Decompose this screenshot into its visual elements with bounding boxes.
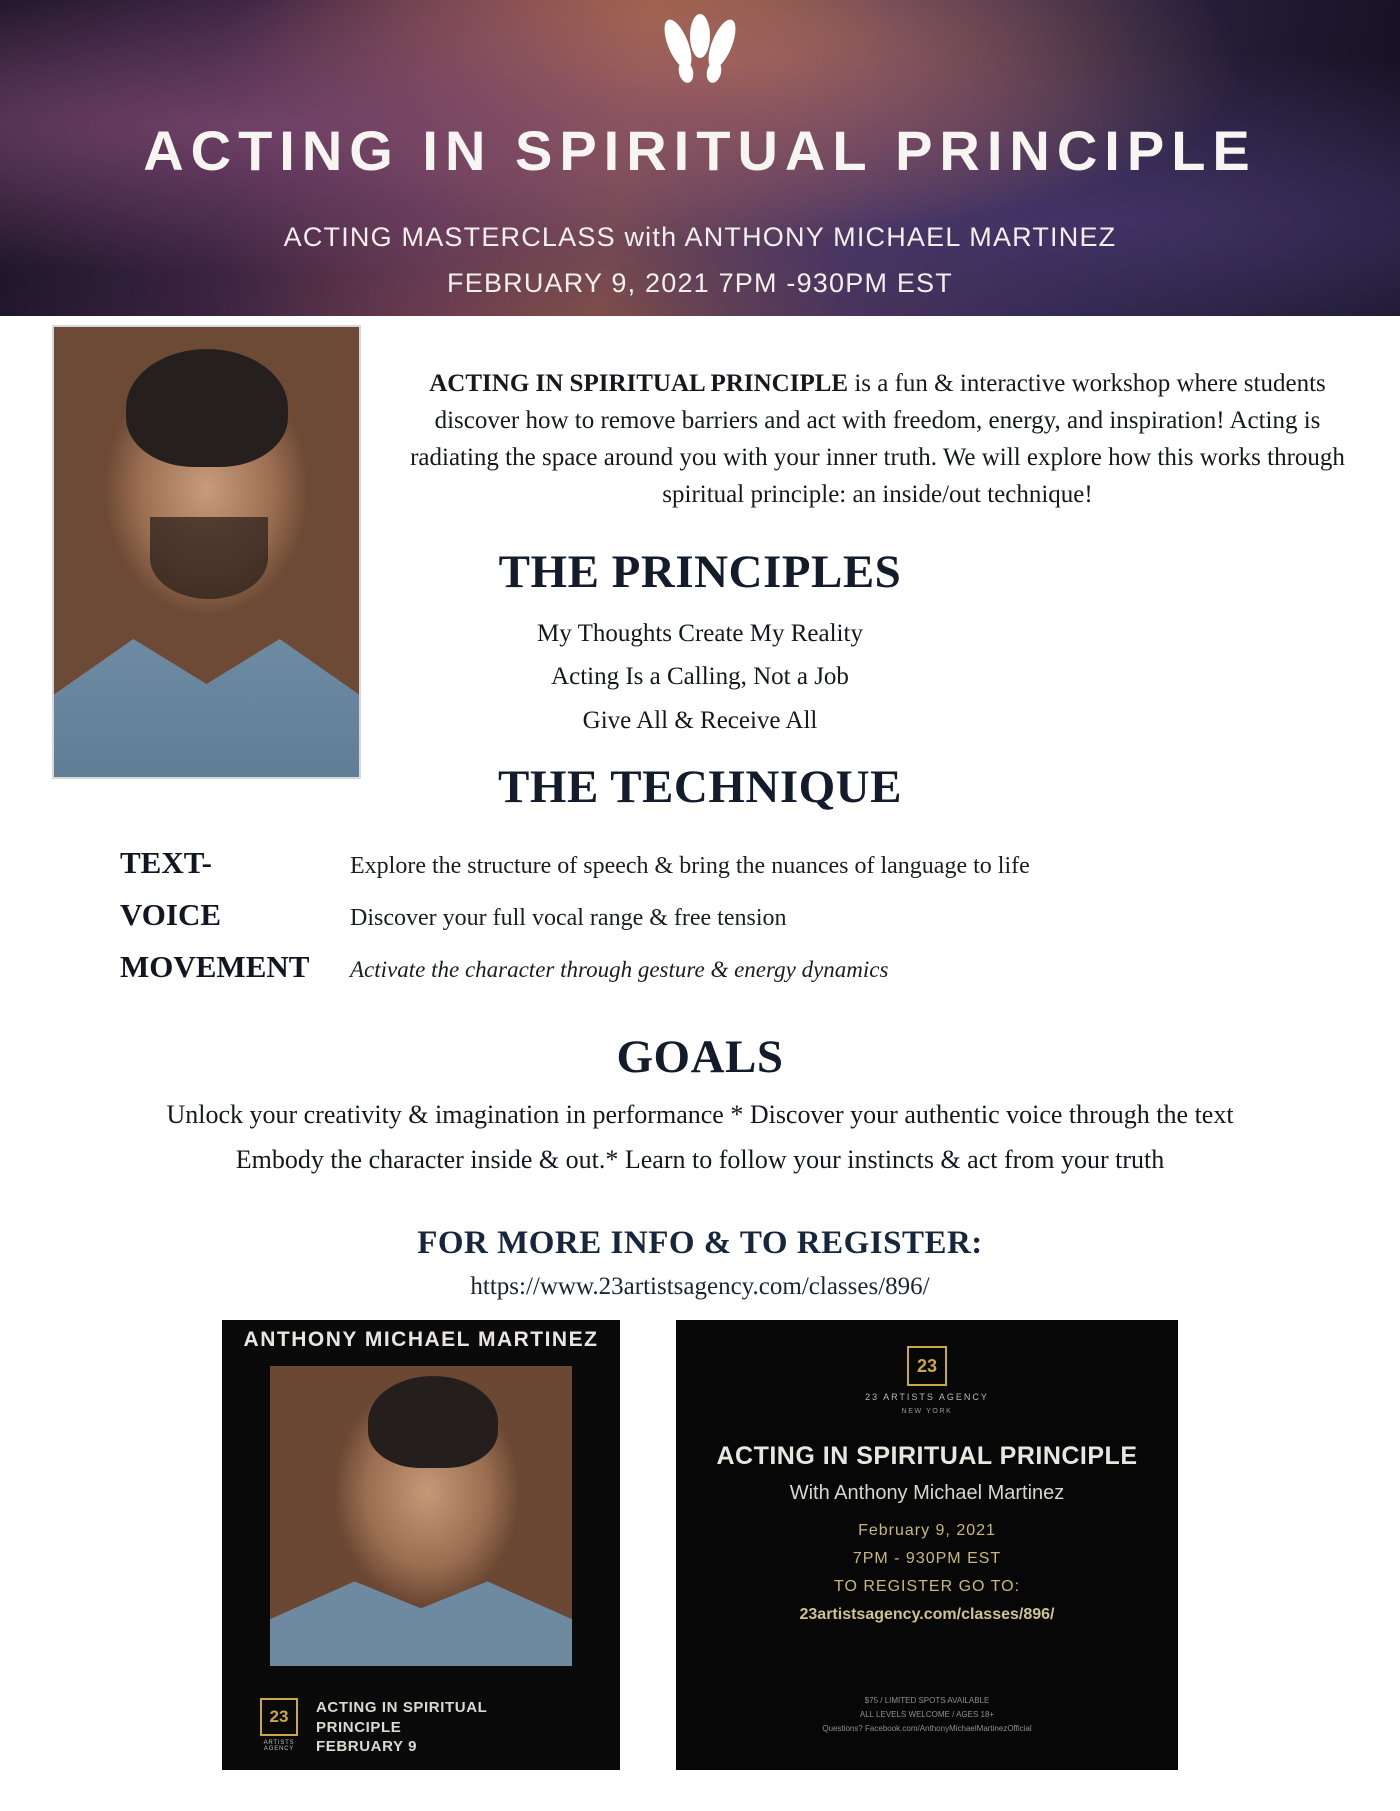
event-card-title: ACTING IN SPIRITUAL PRINCIPLE bbox=[716, 1442, 1138, 1470]
technique-row bbox=[120, 949, 1300, 985]
intro-paragraph bbox=[390, 365, 1365, 513]
promo-card-event bbox=[676, 1320, 1178, 1770]
technique-key: TEXT- bbox=[120, 845, 212, 880]
technique-value: Discover your full vocal range & free tension bbox=[350, 905, 787, 931]
promo-card-details bbox=[316, 1698, 608, 1756]
event-card-presenter: With Anthony Michael Martinez bbox=[789, 1482, 1065, 1504]
technique-row bbox=[120, 897, 1300, 933]
flame-petals-logo-icon bbox=[620, 14, 780, 86]
technique-row bbox=[120, 845, 1300, 881]
intro-body: is a fun & interactive workshop where students discover how to remove barriers and act with freedom, energy, and inspiration! Acting is radiating the space around you with your inner truth. We will explore how this works through spiritual principle: an inside/out technique! bbox=[410, 370, 1345, 508]
event-card-cta: TO REGISTER GO TO: bbox=[833, 1578, 1021, 1595]
register-url-link[interactable]: https://www.23artistsagency.com/classes/896/ bbox=[470, 1273, 930, 1300]
event-card-footnote: Questions? Facebook.com/AnthonyMichaelMartinezOfficial bbox=[822, 1724, 1032, 1733]
promo-photo-shirt bbox=[270, 1576, 572, 1666]
goals-line: Embody the character inside & out.* Learn to follow your instincts & act from your truth bbox=[235, 1145, 1165, 1174]
promo-card-name: ANTHONY MICHAEL MARTINEZ bbox=[243, 1328, 599, 1351]
agency-badge: 23 bbox=[907, 1346, 947, 1386]
principles-heading: THE PRINCIPLES bbox=[498, 546, 902, 598]
principle-item: My Thoughts Create My Reality bbox=[537, 620, 863, 647]
agency-badge: 23 bbox=[260, 1698, 298, 1736]
principle-item: Acting Is a Calling, Not a Job bbox=[551, 663, 849, 690]
principle-item: Give All & Receive All bbox=[582, 707, 818, 734]
event-card-footnote: $75 / LIMITED SPOTS AVAILABLE bbox=[864, 1696, 990, 1705]
agency-badge-sub: ARTISTS AGENCY bbox=[263, 1740, 295, 1752]
technique-heading: THE TECHNIQUE bbox=[498, 761, 902, 813]
event-card-time: 7PM - 930PM EST bbox=[852, 1550, 1002, 1567]
event-card-date: February 9, 2021 bbox=[858, 1522, 996, 1539]
agency-brand-name: 23 ARTISTS AGENCY bbox=[865, 1392, 989, 1402]
technique-value: Activate the character through gesture & energy dynamics bbox=[350, 957, 889, 982]
technique-value: Explore the structure of speech & bring the nuances of language to life bbox=[350, 853, 1030, 879]
promo-card-portrait bbox=[222, 1320, 620, 1770]
poster-subtitle-presenter: ACTING MASTERCLASS with ANTHONY MICHAEL MARTINEZ bbox=[283, 222, 1117, 252]
event-card-url[interactable]: 23artistsagency.com/classes/896/ bbox=[799, 1606, 1055, 1623]
goals-heading: GOALS bbox=[616, 1031, 784, 1083]
headshot-hair bbox=[126, 349, 288, 467]
technique-key: MOVEMENT bbox=[120, 949, 310, 984]
poster-subtitle-datetime: FEBRUARY 9, 2021 7PM -930PM EST bbox=[447, 268, 953, 298]
poster-title: ACTING IN SPIRITUAL PRINCIPLE bbox=[143, 119, 1257, 182]
promo-card-line: FEBRUARY 9 bbox=[316, 1737, 418, 1755]
header-banner bbox=[0, 0, 1400, 316]
promo-card-photo bbox=[270, 1366, 572, 1666]
agency-logo bbox=[256, 1698, 302, 1752]
intro-lead: ACTING IN SPIRITUAL PRINCIPLE bbox=[429, 370, 849, 397]
technique-key: VOICE bbox=[120, 897, 222, 932]
promo-card-line: PRINCIPLE bbox=[316, 1718, 402, 1736]
promo-card-line: ACTING IN SPIRITUAL bbox=[316, 1699, 488, 1717]
promo-photo-hair bbox=[368, 1376, 498, 1468]
register-heading: FOR MORE INFO & TO REGISTER: bbox=[417, 1225, 983, 1261]
agency-brand-location: NEW YORK bbox=[901, 1408, 953, 1415]
event-card-footnote: ALL LEVELS WELCOME / AGES 18+ bbox=[859, 1710, 995, 1719]
goals-line: Unlock your creativity & imagination in performance * Discover your authentic voice through the text bbox=[166, 1100, 1234, 1129]
